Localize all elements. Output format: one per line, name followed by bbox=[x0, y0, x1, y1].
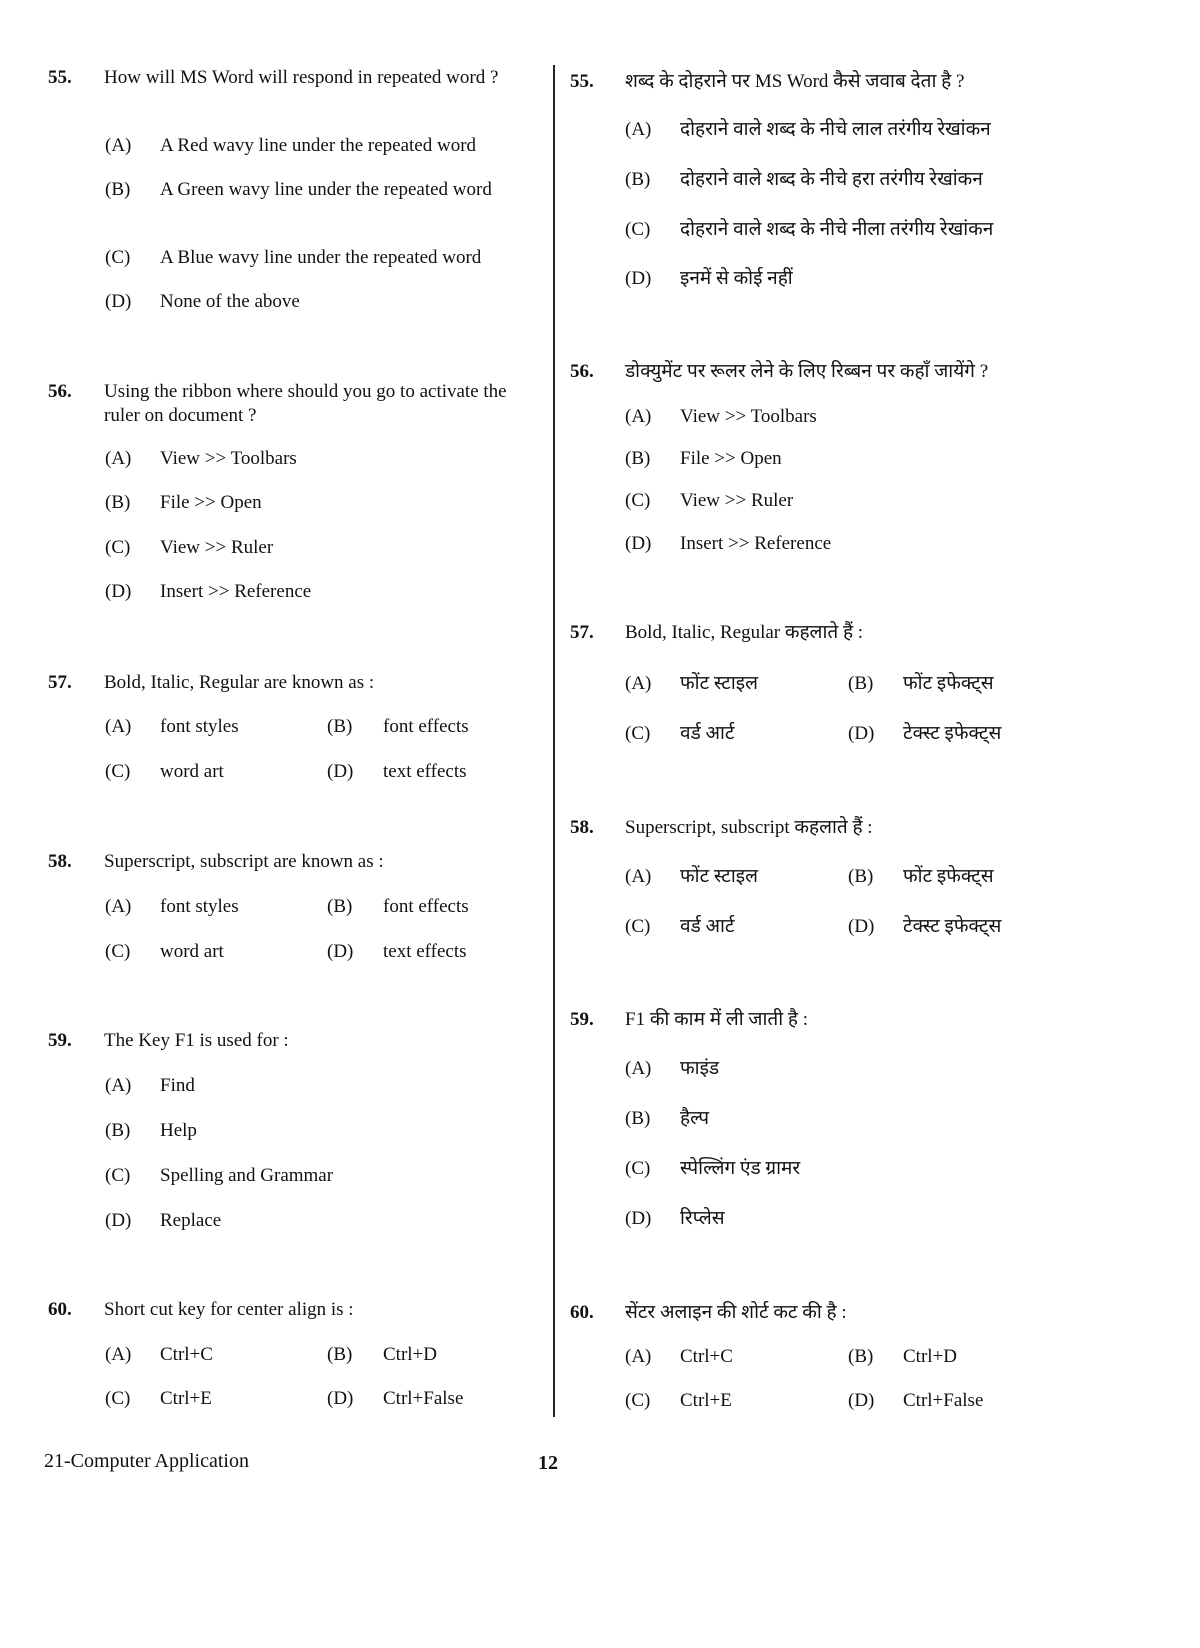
question-text: डोक्युमेंट पर रूलर लेने के लिए रिब्बन पर कहाँ जायेंगे ? bbox=[625, 361, 989, 382]
option-letter: (A) bbox=[625, 1058, 652, 1079]
option-text: text effects bbox=[383, 761, 467, 782]
option-letter: (A) bbox=[625, 119, 652, 140]
option-letter: (C) bbox=[105, 537, 131, 558]
option-letter: (A) bbox=[105, 448, 132, 469]
option-text: हैल्प bbox=[680, 1108, 710, 1129]
page-number: 12 bbox=[538, 1452, 558, 1474]
option-letter: (C) bbox=[105, 1165, 131, 1186]
option-text: स्पेल्लिंग एंड ग्रामर bbox=[680, 1158, 801, 1179]
option-text: A Red wavy line under the repeated word bbox=[160, 135, 477, 156]
option-text: Spelling and Grammar bbox=[160, 1165, 334, 1186]
question-number: 59. bbox=[48, 1030, 72, 1051]
option-letter: (B) bbox=[105, 1120, 131, 1141]
option-letter: (C) bbox=[105, 247, 131, 268]
option-text: View >> Toolbars bbox=[160, 448, 297, 469]
question-text: सेंटर अलाइन की शोर्ट कट की है : bbox=[625, 1302, 847, 1323]
option-letter: (B) bbox=[327, 716, 353, 737]
option-text: font effects bbox=[383, 716, 469, 737]
option-text: Ctrl+False bbox=[383, 1388, 464, 1409]
question-number: 58. bbox=[570, 817, 594, 838]
question-number: 55. bbox=[48, 67, 72, 88]
question-text: Bold, Italic, Regular कहलाते हैं : bbox=[625, 622, 864, 643]
option-text: फाइंड bbox=[680, 1058, 720, 1079]
option-letter: (B) bbox=[327, 896, 353, 917]
question-number: 58. bbox=[48, 851, 72, 872]
option-letter: (B) bbox=[625, 169, 651, 190]
option-text: View >> Ruler bbox=[160, 537, 274, 558]
question-number: 59. bbox=[570, 1009, 594, 1030]
option-letter: (A) bbox=[625, 673, 652, 694]
option-text: Insert >> Reference bbox=[680, 533, 832, 554]
option-letter: (D) bbox=[848, 916, 875, 937]
option-letter: (A) bbox=[625, 1346, 652, 1367]
option-letter: (D) bbox=[105, 291, 132, 312]
option-text: Ctrl+E bbox=[680, 1390, 732, 1411]
option-text: Ctrl+C bbox=[680, 1346, 733, 1367]
option-letter: (A) bbox=[625, 406, 652, 427]
option-letter: (B) bbox=[327, 1344, 353, 1365]
option-letter: (A) bbox=[105, 716, 132, 737]
option-letter: (B) bbox=[848, 866, 874, 887]
option-text: इनमें से कोई नहीं bbox=[680, 268, 793, 289]
option-text: फोंट स्टाइल bbox=[680, 673, 758, 694]
question-text: Using the ribbon where should you go to activate the ruler on document ? bbox=[104, 381, 507, 426]
question-number: 56. bbox=[570, 361, 594, 382]
option-text: font effects bbox=[383, 896, 469, 917]
column-divider bbox=[553, 65, 555, 1417]
option-letter: (C) bbox=[105, 1388, 131, 1409]
question-text: F1 की काम में ली जाती है : bbox=[625, 1009, 809, 1030]
option-text: वर्ड आर्ट bbox=[680, 916, 735, 937]
question-number: 60. bbox=[570, 1302, 594, 1323]
option-letter: (D) bbox=[848, 723, 875, 744]
option-text: दोहराने वाले शब्द के नीचे नीला तरंगीय रेखांकन bbox=[680, 219, 994, 240]
option-letter: (D) bbox=[327, 761, 354, 782]
option-letter: (A) bbox=[105, 1075, 132, 1096]
option-text: दोहराने वाले शब्द के नीचे हरा तरंगीय रेखांकन bbox=[680, 169, 983, 190]
option-text: text effects bbox=[383, 941, 467, 962]
question-number: 57. bbox=[48, 672, 72, 693]
option-text: View >> Toolbars bbox=[680, 406, 817, 427]
question-number: 55. bbox=[570, 71, 594, 92]
question-text: Short cut key for center align is : bbox=[104, 1299, 354, 1320]
option-letter: (C) bbox=[625, 916, 651, 937]
question-text: Bold, Italic, Regular are known as : bbox=[104, 672, 375, 693]
option-text: word art bbox=[160, 761, 224, 782]
option-letter: (B) bbox=[848, 673, 874, 694]
question-number: 60. bbox=[48, 1299, 72, 1320]
option-text: फोंट स्टाइल bbox=[680, 866, 758, 887]
option-text: File >> Open bbox=[160, 492, 262, 513]
option-letter: (A) bbox=[105, 1344, 132, 1365]
option-letter: (B) bbox=[105, 492, 131, 513]
option-letter: (A) bbox=[105, 135, 132, 156]
option-text: Ctrl+D bbox=[903, 1346, 957, 1367]
option-text: A Green wavy line under the repeated word bbox=[160, 179, 492, 200]
option-letter: (D) bbox=[105, 1210, 132, 1231]
option-text: फोंट इफेक्ट्स bbox=[903, 673, 994, 694]
option-text: Ctrl+C bbox=[160, 1344, 213, 1365]
question-text: Superscript, subscript are known as : bbox=[104, 851, 384, 872]
option-letter: (C) bbox=[625, 1390, 651, 1411]
option-text: A Blue wavy line under the repeated word bbox=[160, 247, 482, 268]
option-letter: (C) bbox=[625, 219, 651, 240]
option-text: Replace bbox=[160, 1210, 222, 1231]
option-text: Find bbox=[160, 1075, 195, 1096]
question-number: 57. bbox=[570, 622, 594, 643]
option-text: दोहराने वाले शब्द के नीचे लाल तरंगीय रेखांकन bbox=[680, 119, 991, 140]
option-letter: (D) bbox=[327, 941, 354, 962]
option-text: Ctrl+E bbox=[160, 1388, 212, 1409]
option-letter: (A) bbox=[625, 866, 652, 887]
option-letter: (B) bbox=[105, 179, 131, 200]
option-letter: (B) bbox=[625, 1108, 651, 1129]
option-text: Insert >> Reference bbox=[160, 581, 312, 602]
option-text: word art bbox=[160, 941, 224, 962]
option-letter: (C) bbox=[105, 941, 131, 962]
option-letter: (B) bbox=[625, 448, 651, 469]
option-text: रिप्लेस bbox=[680, 1208, 725, 1229]
option-text: फोंट इफेक्ट्स bbox=[903, 866, 994, 887]
option-letter: (C) bbox=[625, 723, 651, 744]
option-letter: (C) bbox=[105, 761, 131, 782]
option-text: View >> Ruler bbox=[680, 490, 794, 511]
option-text: Ctrl+False bbox=[903, 1390, 984, 1411]
option-letter: (D) bbox=[105, 581, 132, 602]
option-text: टेक्स्ट इफेक्ट्स bbox=[903, 723, 1002, 744]
question-text: How will MS Word will respond in repeated word ? bbox=[104, 67, 499, 88]
option-letter: (D) bbox=[848, 1390, 875, 1411]
option-letter: (C) bbox=[625, 1158, 651, 1179]
question-text: The Key F1 is used for : bbox=[104, 1030, 289, 1051]
option-letter: (D) bbox=[327, 1388, 354, 1409]
option-letter: (D) bbox=[625, 1208, 652, 1229]
option-text: टेक्स्ट इफेक्ट्स bbox=[903, 916, 1002, 937]
option-letter: (D) bbox=[625, 533, 652, 554]
option-letter: (A) bbox=[105, 896, 132, 917]
option-letter: (D) bbox=[625, 268, 652, 289]
option-letter: (C) bbox=[625, 490, 651, 511]
option-text: Help bbox=[160, 1120, 197, 1141]
option-letter: (B) bbox=[848, 1346, 874, 1367]
question-text: Superscript, subscript कहलाते हैं : bbox=[625, 817, 873, 838]
option-text: वर्ड आर्ट bbox=[680, 723, 735, 744]
option-text: File >> Open bbox=[680, 448, 782, 469]
option-text: Ctrl+D bbox=[383, 1344, 437, 1365]
option-text: font styles bbox=[160, 896, 239, 917]
option-text: None of the above bbox=[160, 291, 300, 312]
question-text: शब्द के दोहराने पर MS Word कैसे जवाब देता है ? bbox=[625, 71, 965, 92]
footer-subject: 21-Computer Application bbox=[44, 1450, 249, 1472]
question-number: 56. bbox=[48, 381, 72, 402]
option-text: font styles bbox=[160, 716, 239, 737]
